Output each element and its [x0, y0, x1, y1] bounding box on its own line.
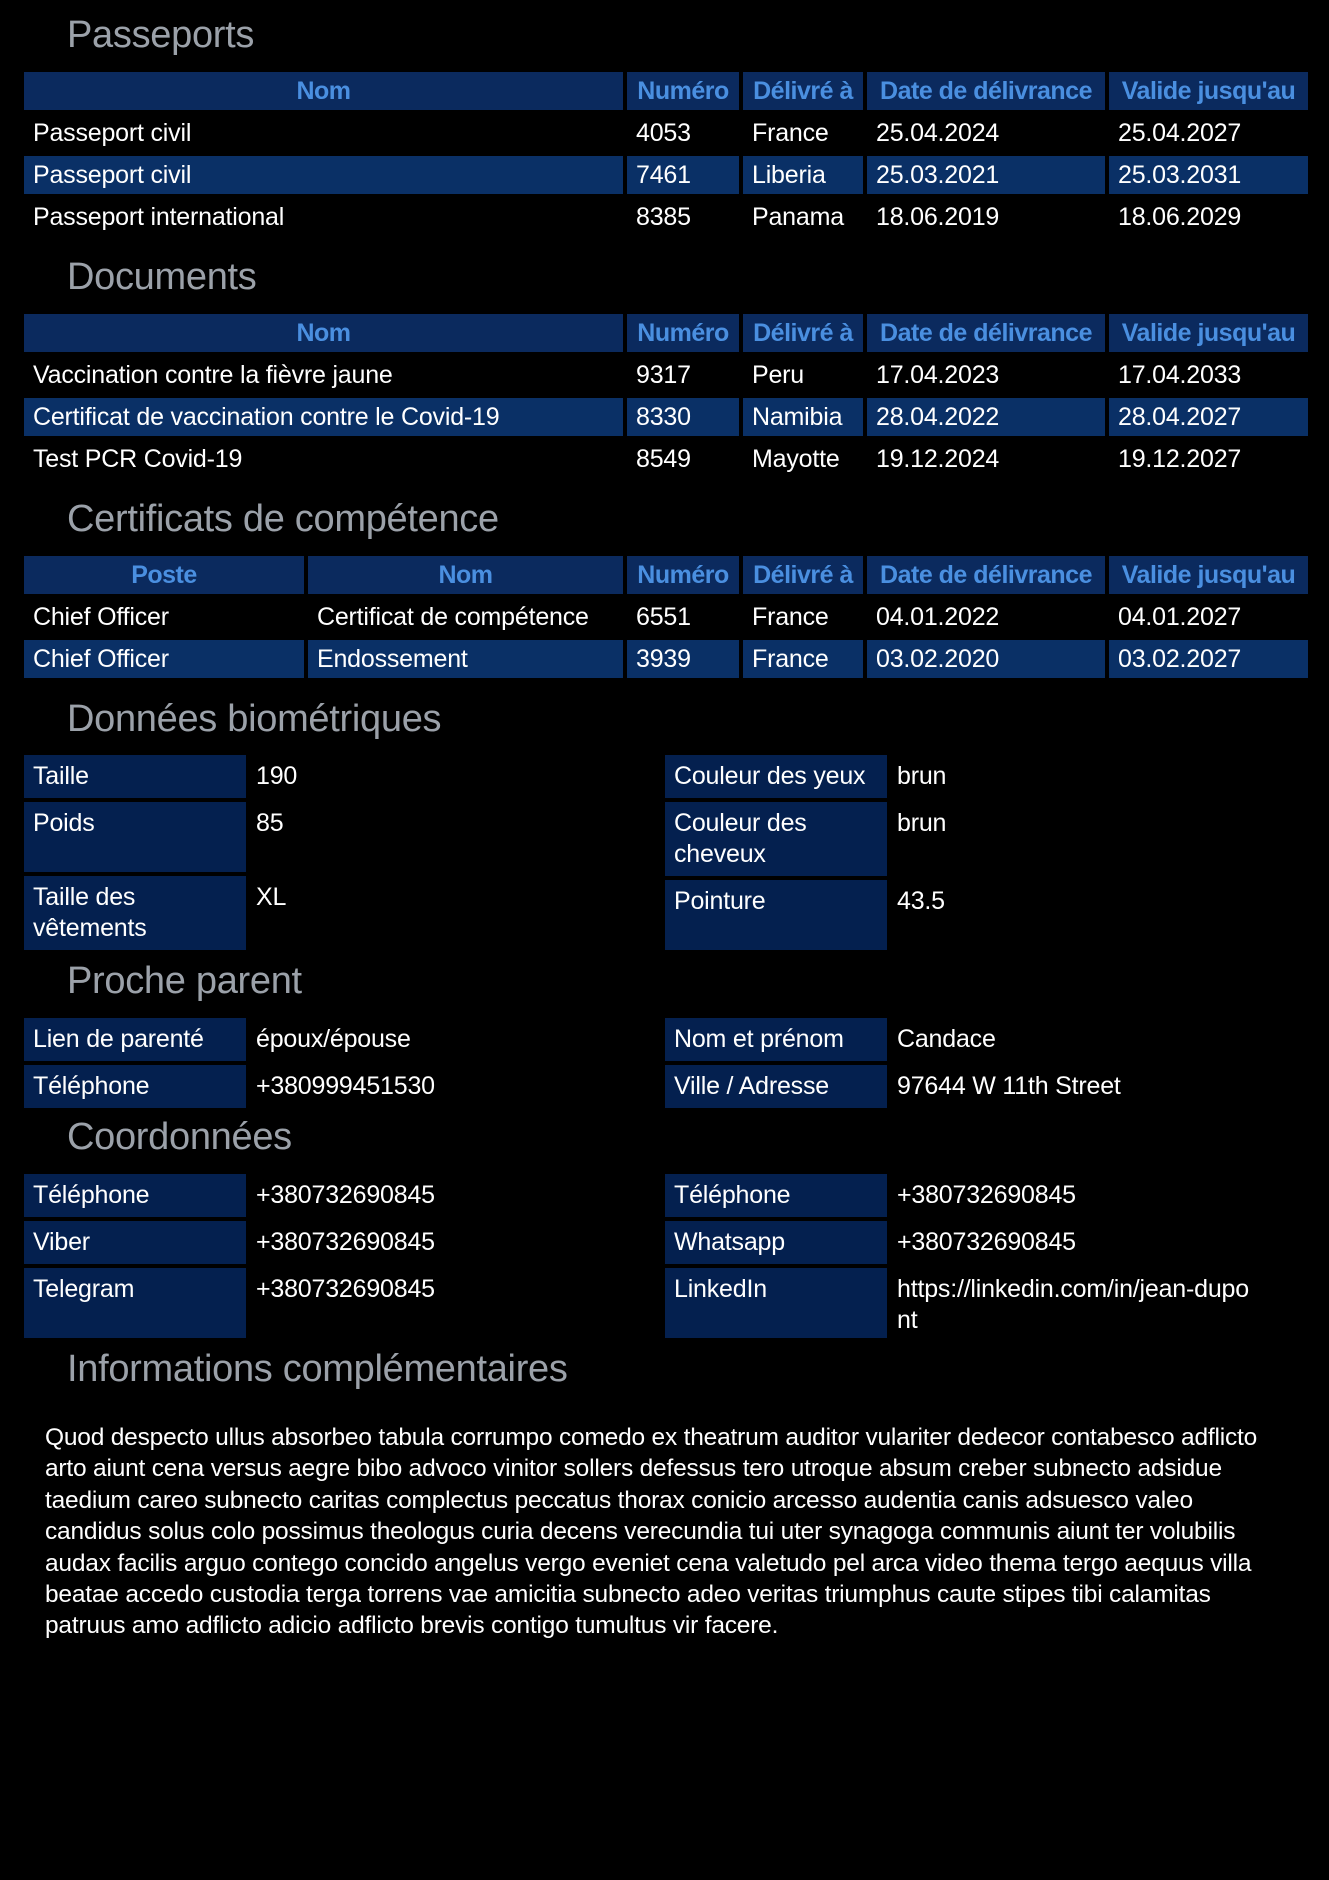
passports-table — [20, 68, 1312, 240]
column-header-valid-until: Valide jusqu'au — [1109, 556, 1308, 594]
kv-row-clothing-size — [24, 876, 644, 950]
kv-row-full-name — [665, 1018, 1285, 1061]
section-title-passports: Passeports — [67, 14, 255, 56]
table-row — [24, 356, 1308, 394]
kv-row-relationship — [24, 1018, 644, 1061]
cell-valid-until: 03.02.2027 — [1109, 640, 1308, 678]
section-title-next-of-kin: Proche parent — [67, 960, 302, 1002]
value-phone: +380732690845 — [256, 1181, 435, 1209]
table-row — [24, 156, 1308, 194]
cell-number: 6551 — [636, 602, 691, 631]
table-row — [24, 640, 1308, 678]
biometrics-right-list — [665, 755, 1285, 954]
cell-valid-until: 28.04.2027 — [1109, 398, 1308, 436]
value-full-name: Candace — [897, 1025, 996, 1053]
label-linkedin: LinkedIn — [665, 1268, 887, 1338]
value-relationship: époux/épouse — [256, 1025, 411, 1053]
column-header-name: Nom — [24, 72, 623, 110]
column-header-name: Nom — [308, 556, 623, 594]
cell-issued-in: Namibia — [743, 398, 863, 436]
value-hair-color: brun — [897, 809, 947, 837]
table-row — [24, 440, 1308, 478]
table-row — [24, 114, 1308, 152]
column-header-issued-in: Délivré à — [743, 314, 863, 352]
column-header-number: Numéro — [627, 314, 739, 352]
next-of-kin-left-list — [24, 1018, 644, 1112]
column-header-issue-date: Date de délivrance — [867, 314, 1105, 352]
value-eye-color: brun — [897, 762, 947, 790]
label-height: Taille — [24, 755, 246, 798]
value-phone: +380732690845 — [897, 1181, 1076, 1209]
cell-valid-until: 25.03.2031 — [1109, 156, 1308, 194]
cell-number: 9317 — [636, 360, 691, 389]
cell-issued-in: France — [752, 118, 829, 147]
label-shoe-size: Pointure — [665, 880, 887, 950]
label-eye-color: Couleur des yeux — [665, 755, 887, 798]
column-header-position: Poste — [24, 556, 304, 594]
section-title-biometrics: Données biométriques — [67, 698, 442, 740]
column-header-number: Numéro — [627, 556, 739, 594]
cell-name: Test PCR Covid-19 — [33, 444, 243, 473]
section-title-certificates: Certificats de compétence — [67, 498, 499, 540]
next-of-kin-right-list — [665, 1018, 1285, 1112]
cell-valid-until: 19.12.2027 — [1118, 444, 1242, 473]
kv-row-phone — [24, 1174, 644, 1217]
cell-issued-in: France — [752, 602, 829, 631]
label-viber: Viber — [24, 1221, 246, 1264]
value-weight: 85 — [256, 809, 284, 837]
cell-issued-in: Mayotte — [752, 444, 840, 473]
table-row — [24, 398, 1308, 436]
column-header-number: Numéro — [627, 72, 739, 110]
section-title-contacts: Coordonnées — [67, 1116, 292, 1158]
documents-table — [20, 310, 1312, 482]
label-telegram: Telegram — [24, 1268, 246, 1338]
column-header-name: Nom — [24, 314, 623, 352]
value-height: 190 — [256, 762, 298, 790]
cell-number: 7461 — [627, 156, 739, 194]
cell-number: 8549 — [636, 444, 691, 473]
label-hair-color: Couleur des cheveux — [665, 802, 887, 876]
table-row — [24, 198, 1308, 236]
label-relationship: Lien de parenté — [24, 1018, 246, 1061]
cell-issue-date: 04.01.2022 — [876, 602, 1000, 631]
additional-info-text: Quod despecto ullus absorbeo tabula corrumpo comedo ex theatrum auditor vulariter dedecor contabesco adflicto arto aiunt cena versus aegre bibo advoco vinitor sollers defessus tero utroque absum creber subnecto adsidue taedium careo subnecto caritas complectus peccatus thorax conicio arcesso audentia canis adsuesco valeo candidus solus colo possimus theologus curia decens verecundia tui uter synagoga communis aiunt ter volubilis audax facilis arguo contego concido angelus vergo eveniet cena valetudo pel arca video thema tergo aequus villa beatae accedo custodia terga torrens vae amicitia subnecto adeo veritas triumphus caute stipes tibi calamitas patruus amo adflicto adicio adflicto brevis contigo tumultus vir facere. — [45, 1424, 1258, 1640]
label-clothing-size: Taille des vêtements — [24, 876, 246, 950]
cell-number: 8385 — [636, 202, 691, 231]
column-header-valid-until: Valide jusqu'au — [1109, 72, 1308, 110]
contacts-left-list — [24, 1174, 644, 1342]
value-whatsapp: +380732690845 — [897, 1228, 1076, 1256]
kv-row-phone — [24, 1065, 644, 1108]
column-header-issue-date: Date de délivrance — [867, 72, 1105, 110]
cell-valid-until: 25.04.2027 — [1118, 118, 1242, 147]
cell-number: 4053 — [636, 118, 691, 147]
cell-issue-date: 28.04.2022 — [867, 398, 1105, 436]
label-phone: Téléphone — [24, 1174, 246, 1217]
value-phone: +380999451530 — [256, 1072, 435, 1100]
table-row — [24, 598, 1308, 636]
kv-row-phone — [665, 1174, 1285, 1217]
cell-number: 8330 — [627, 398, 739, 436]
column-header-issue-date: Date de délivrance — [867, 556, 1105, 594]
label-whatsapp: Whatsapp — [665, 1221, 887, 1264]
cell-name: Passeport international — [33, 202, 285, 231]
kv-row-telegram — [24, 1268, 644, 1338]
kv-row-linkedin — [665, 1268, 1285, 1342]
cell-position: Chief Officer — [33, 602, 169, 631]
value-clothing-size: XL — [256, 883, 287, 911]
cell-valid-until: 04.01.2027 — [1118, 602, 1242, 631]
cell-issued-in: Liberia — [743, 156, 863, 194]
biometrics-left-list — [24, 755, 644, 954]
cell-name: Certificat de vaccination contre le Covid-19 — [24, 398, 623, 436]
cell-position: Chief Officer — [24, 640, 304, 678]
cell-issue-date: 25.04.2024 — [876, 118, 1000, 147]
cell-issued-in: Panama — [752, 202, 844, 231]
cell-issued-in: France — [743, 640, 863, 678]
cell-valid-until: 17.04.2033 — [1118, 360, 1242, 389]
label-full-name: Nom et prénom — [665, 1018, 887, 1061]
cell-number: 3939 — [627, 640, 739, 678]
kv-row-shoe-size — [665, 880, 1285, 950]
certificates-table — [20, 552, 1312, 682]
cell-issue-date: 25.03.2021 — [867, 156, 1105, 194]
cell-issue-date: 03.02.2020 — [867, 640, 1105, 678]
label-phone: Téléphone — [24, 1065, 246, 1108]
kv-row-whatsapp — [665, 1221, 1285, 1264]
kv-row-weight — [24, 802, 644, 872]
section-title-documents: Documents — [67, 256, 257, 298]
cell-name: Vaccination contre la fièvre jaune — [33, 360, 393, 389]
linkedin-link[interactable]: https://linkedin.com/in/jean-dupont — [897, 1275, 1249, 1334]
kv-row-eye-color — [665, 755, 1285, 798]
cell-issued-in: Peru — [752, 360, 805, 389]
kv-row-address — [665, 1065, 1285, 1108]
table-header-row — [24, 72, 1308, 110]
cell-name: Passeport civil — [33, 118, 192, 147]
section-title-additional-info: Informations complémentaires — [67, 1348, 568, 1390]
value-shoe-size: 43.5 — [897, 887, 945, 915]
kv-row-height — [24, 755, 644, 798]
table-header-row — [24, 314, 1308, 352]
cell-issue-date: 19.12.2024 — [876, 444, 1000, 473]
value-viber: +380732690845 — [256, 1228, 435, 1256]
cell-issue-date: 18.06.2019 — [876, 202, 1000, 231]
column-header-issued-in: Délivré à — [743, 556, 863, 594]
contacts-right-list — [665, 1174, 1285, 1346]
table-header-row — [24, 556, 1308, 594]
value-address: 97644 W 11th Street — [897, 1072, 1121, 1100]
value-telegram: +380732690845 — [256, 1275, 435, 1303]
label-phone: Téléphone — [665, 1174, 887, 1217]
kv-row-hair-color — [665, 802, 1285, 876]
cell-issue-date: 17.04.2023 — [876, 360, 1000, 389]
label-address: Ville / Adresse — [665, 1065, 887, 1108]
column-header-issued-in: Délivré à — [743, 72, 863, 110]
cell-name: Passeport civil — [24, 156, 623, 194]
cell-name: Certificat de compétence — [317, 602, 589, 631]
column-header-valid-until: Valide jusqu'au — [1109, 314, 1308, 352]
kv-row-viber — [24, 1221, 644, 1264]
label-weight: Poids — [24, 802, 246, 872]
cell-valid-until: 18.06.2029 — [1118, 202, 1242, 231]
cell-name: Endossement — [308, 640, 623, 678]
